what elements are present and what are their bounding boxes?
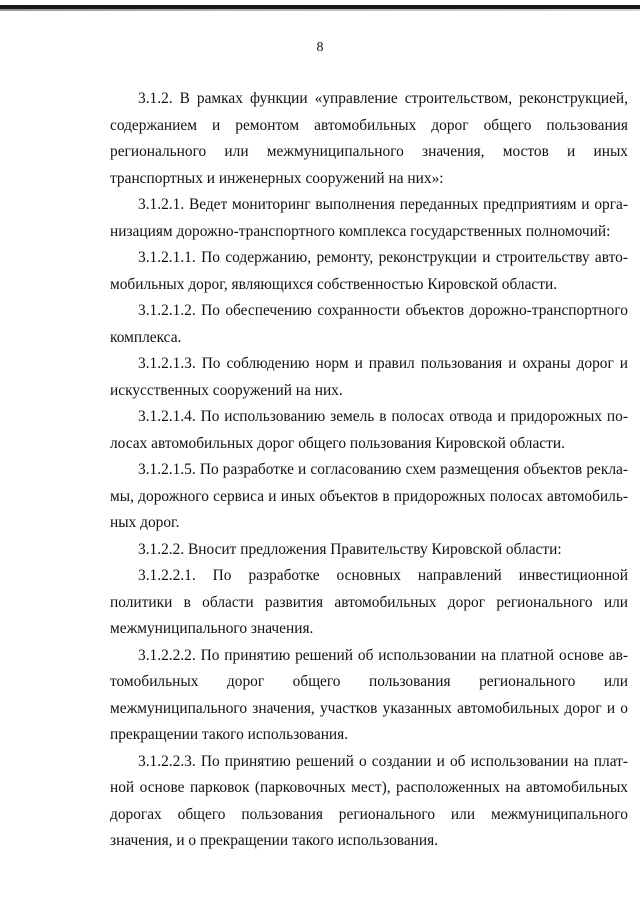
document-body — [110, 86, 628, 855]
paragraph-3-1-2-1-5: 3.1.2.1.5. По разработке и согласованию схем размещения объектов рекламы, дорожного сервиса и иных объектов в придорожных полосах автомобильных дорог. — [110, 461, 628, 531]
paragraph-3-1-2-1-4: 3.1.2.1.4. По использованию земель в полосах отвода и придорожных полосах автомобильных дорог общего пользования Кировской области. — [110, 408, 628, 452]
paragraph-3-1-2-2: 3.1.2.2. Вносит предложения Правительству Кировской области: — [138, 540, 562, 558]
page-number: 8 — [316, 40, 324, 55]
paragraph-3-1-2-1-2: 3.1.2.1.2. По обеспечению сохранности объектов дорожно-транспортного комплекса. — [110, 302, 628, 346]
paragraph-3-1-2: 3.1.2. В рамках функции «управление строительством, реконструкцией, содержанием и ремонтом автомобильных дорог общего пользования регионального или межмуниципального значения, мостов и иных транспортных и инженерных сооружений на них»: — [110, 90, 628, 187]
paragraph-3-1-2-2-3: 3.1.2.2.3. По принятию решений о создании и об использовании на платной основе парковок (парковочных мест), расположенных на автомобильных дорогах общего пользования регионального или межмуниципального значения, и о прекращении такого использования. — [110, 752, 628, 849]
paragraph-3-1-2-2-2: 3.1.2.2.2. По принятию решений об использовании на платной основе автомобильных дорог общего пользования регионального или межмуниципального значения, участков указанных автомобильных дорог и о прекращении такого использования. — [110, 646, 628, 743]
paragraph-3-1-2-2-1: 3.1.2.2.1. По разработке основных направлений инвестиционной политики в области развития автомобильных дорог регионального или межмуниципального значения. — [110, 567, 628, 637]
top-border-shadow — [0, 9, 640, 11]
paragraph-3-1-2-1-3: 3.1.2.1.3. По соблюдению норм и правил пользования и охраны дорог и искусственных сооружений на них. — [110, 355, 628, 399]
paragraph-3-1-2-1-1: 3.1.2.1.1. По содержанию, ремонту, реконструкции и строительству автомобильных дорог, являющихся собственностью Кировской области. — [110, 249, 628, 293]
paragraph-3-1-2-1: 3.1.2.1. Ведет мониторинг выполнения переданных предприятиям и организациям дорожно-транспортного комплекса государственных полномочий: — [110, 196, 628, 240]
